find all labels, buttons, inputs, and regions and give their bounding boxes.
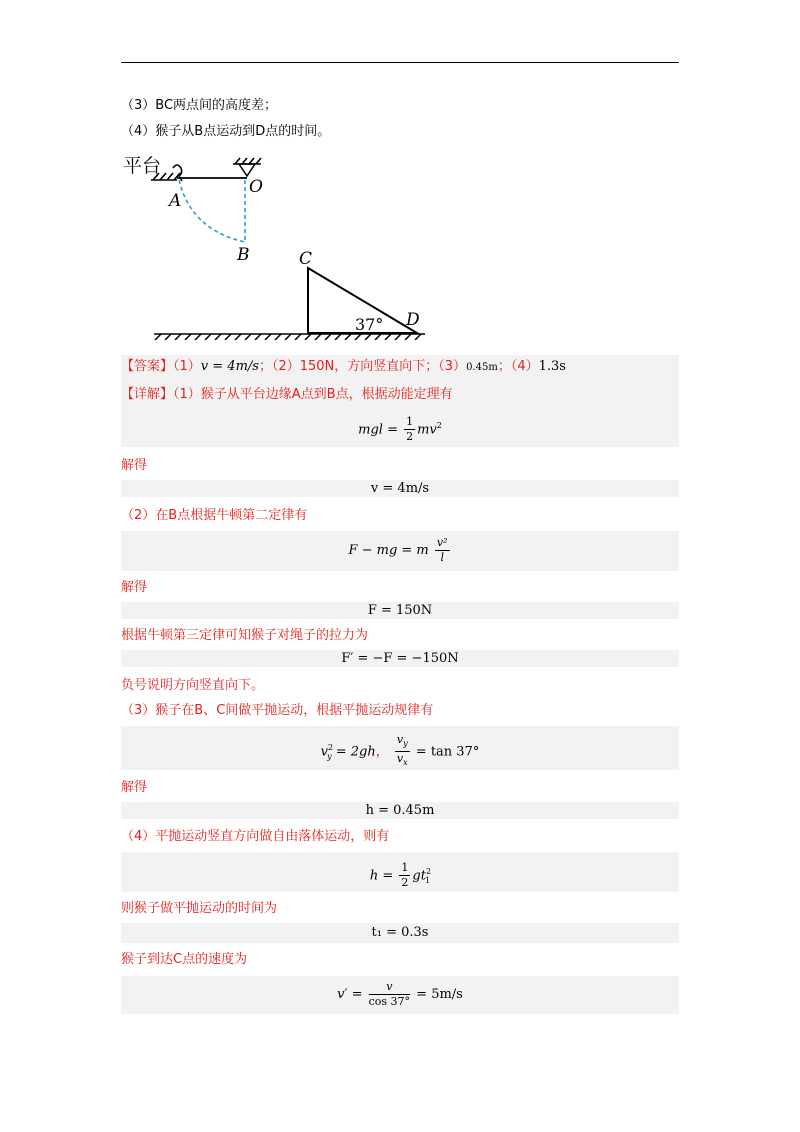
speed-c: 猴子到达C点的速度为 (121, 952, 248, 967)
angle-label: 37° (355, 315, 384, 334)
eq8-num: 1 (401, 861, 409, 875)
label-b: B (237, 245, 250, 265)
equation-f-prime: F′ = −F = −150N (341, 651, 459, 666)
detail-intro: （1）猴子从平台边缘A点到B点，根据动能定理有 (173, 387, 453, 402)
question-4: （4）猴子从B点运动到D点的时间。 (121, 124, 331, 139)
eq8-left: h = (369, 868, 394, 884)
solve-3: 解得 (121, 780, 148, 795)
eq1-right: mv (417, 422, 437, 438)
solve-2: 解得 (121, 580, 148, 595)
eq10-left: v′ = (337, 987, 363, 1002)
equation-projectile: $v^2_y = 2gh$， $\frac{v_y}{v_x}$ = tan 37° (121, 728, 679, 777)
platform-label: 平台 (123, 155, 162, 177)
eq8-right: gt (412, 868, 426, 884)
eq3-left: F − mg = m (348, 543, 429, 558)
answer-p3-prefix: （3） (438, 359, 467, 374)
eq1-left: mgl = (358, 422, 398, 438)
pivot-support (239, 164, 255, 176)
eq6-den: $v_x$ (396, 752, 408, 768)
eq10-right: = 5m/s (416, 987, 463, 1002)
equation-v: v = 4m/s (370, 481, 430, 496)
label-o: O (249, 177, 263, 197)
eq1-num: 1 (406, 415, 414, 429)
equation-newton2 (121, 533, 679, 569)
pivot-hatch (233, 158, 261, 164)
equation-energy: mgl = $\frac{1}{2}$ $mv^2$ (358, 415, 442, 444)
answer-p1-value: v = 4m/s (200, 359, 259, 374)
answer-p1-sep: ； (258, 359, 272, 374)
eq3-num: v² (436, 536, 448, 549)
part-3: （3）猴子在B、C间做平抛运动，根据平抛运动规律有 (121, 703, 434, 718)
question-3: （3）BC两点间的高度差； (121, 98, 278, 113)
ground-hatch (154, 334, 425, 340)
eq6-comma: ， (375, 744, 389, 760)
swing-arc (179, 180, 245, 242)
eq8-fraction (399, 861, 410, 890)
eq1-fraction (404, 415, 415, 444)
part-2: （2）在B点根据牛顿第二定律有 (121, 508, 308, 523)
eq10-num: v (369, 980, 410, 995)
equation-vprime (121, 977, 679, 1013)
eq10-den: cos 37° (368, 995, 411, 1008)
time-intro: 则猴子做平抛运动的时间为 (121, 901, 278, 916)
eq3-fraction (435, 536, 450, 565)
equation-freefall: h = $\frac{1}{2}$ $gt^2_1$ (369, 861, 432, 890)
eq6-left: v (320, 744, 328, 760)
physics-figure (121, 150, 441, 340)
eq8-den: 2 (401, 876, 409, 890)
third-law: 根据牛顿第三定律可知猴子对绳子的拉力为 (121, 628, 369, 643)
detail-line (121, 385, 679, 405)
answer-p4-prefix: （4） (510, 359, 539, 374)
answer-p1-prefix: （1） (173, 359, 201, 374)
header-rule (121, 62, 679, 63)
solve-1: 解得 (121, 458, 148, 473)
answer-p3-sep: ； (497, 359, 511, 374)
eq3-den: l (440, 551, 444, 564)
equation-t1: t₁ = 0.3s (371, 925, 429, 940)
label-c: C (299, 249, 313, 269)
label-d: D (406, 310, 420, 330)
answer-label: 【答案】 (121, 359, 174, 374)
answer-p4-value: 1.3s (538, 359, 566, 374)
eq1-den: 2 (406, 430, 414, 444)
eq10-fraction (369, 980, 410, 1009)
label-a: A (169, 191, 182, 211)
part-4: （4）平抛运动竖直方向做自由落体运动，则有 (121, 829, 390, 844)
detail-label: 【详解】 (121, 387, 174, 402)
eq6-right: = tan 37° (415, 744, 480, 760)
sign-note: 负号说明方向竖直向下。 (121, 678, 265, 693)
answer-p2: （2）150N，方向竖直向下； (271, 359, 439, 374)
equation-h: h = 0.45m (365, 803, 435, 818)
eq6-fraction (395, 733, 410, 770)
eq6-mid: = 2gh (331, 744, 376, 760)
equation-f: F = 150N (367, 603, 433, 618)
eq6-num: $v_y$ (395, 733, 410, 752)
answer-p3-value: 0.45m (466, 362, 498, 373)
answer-line (121, 357, 679, 378)
